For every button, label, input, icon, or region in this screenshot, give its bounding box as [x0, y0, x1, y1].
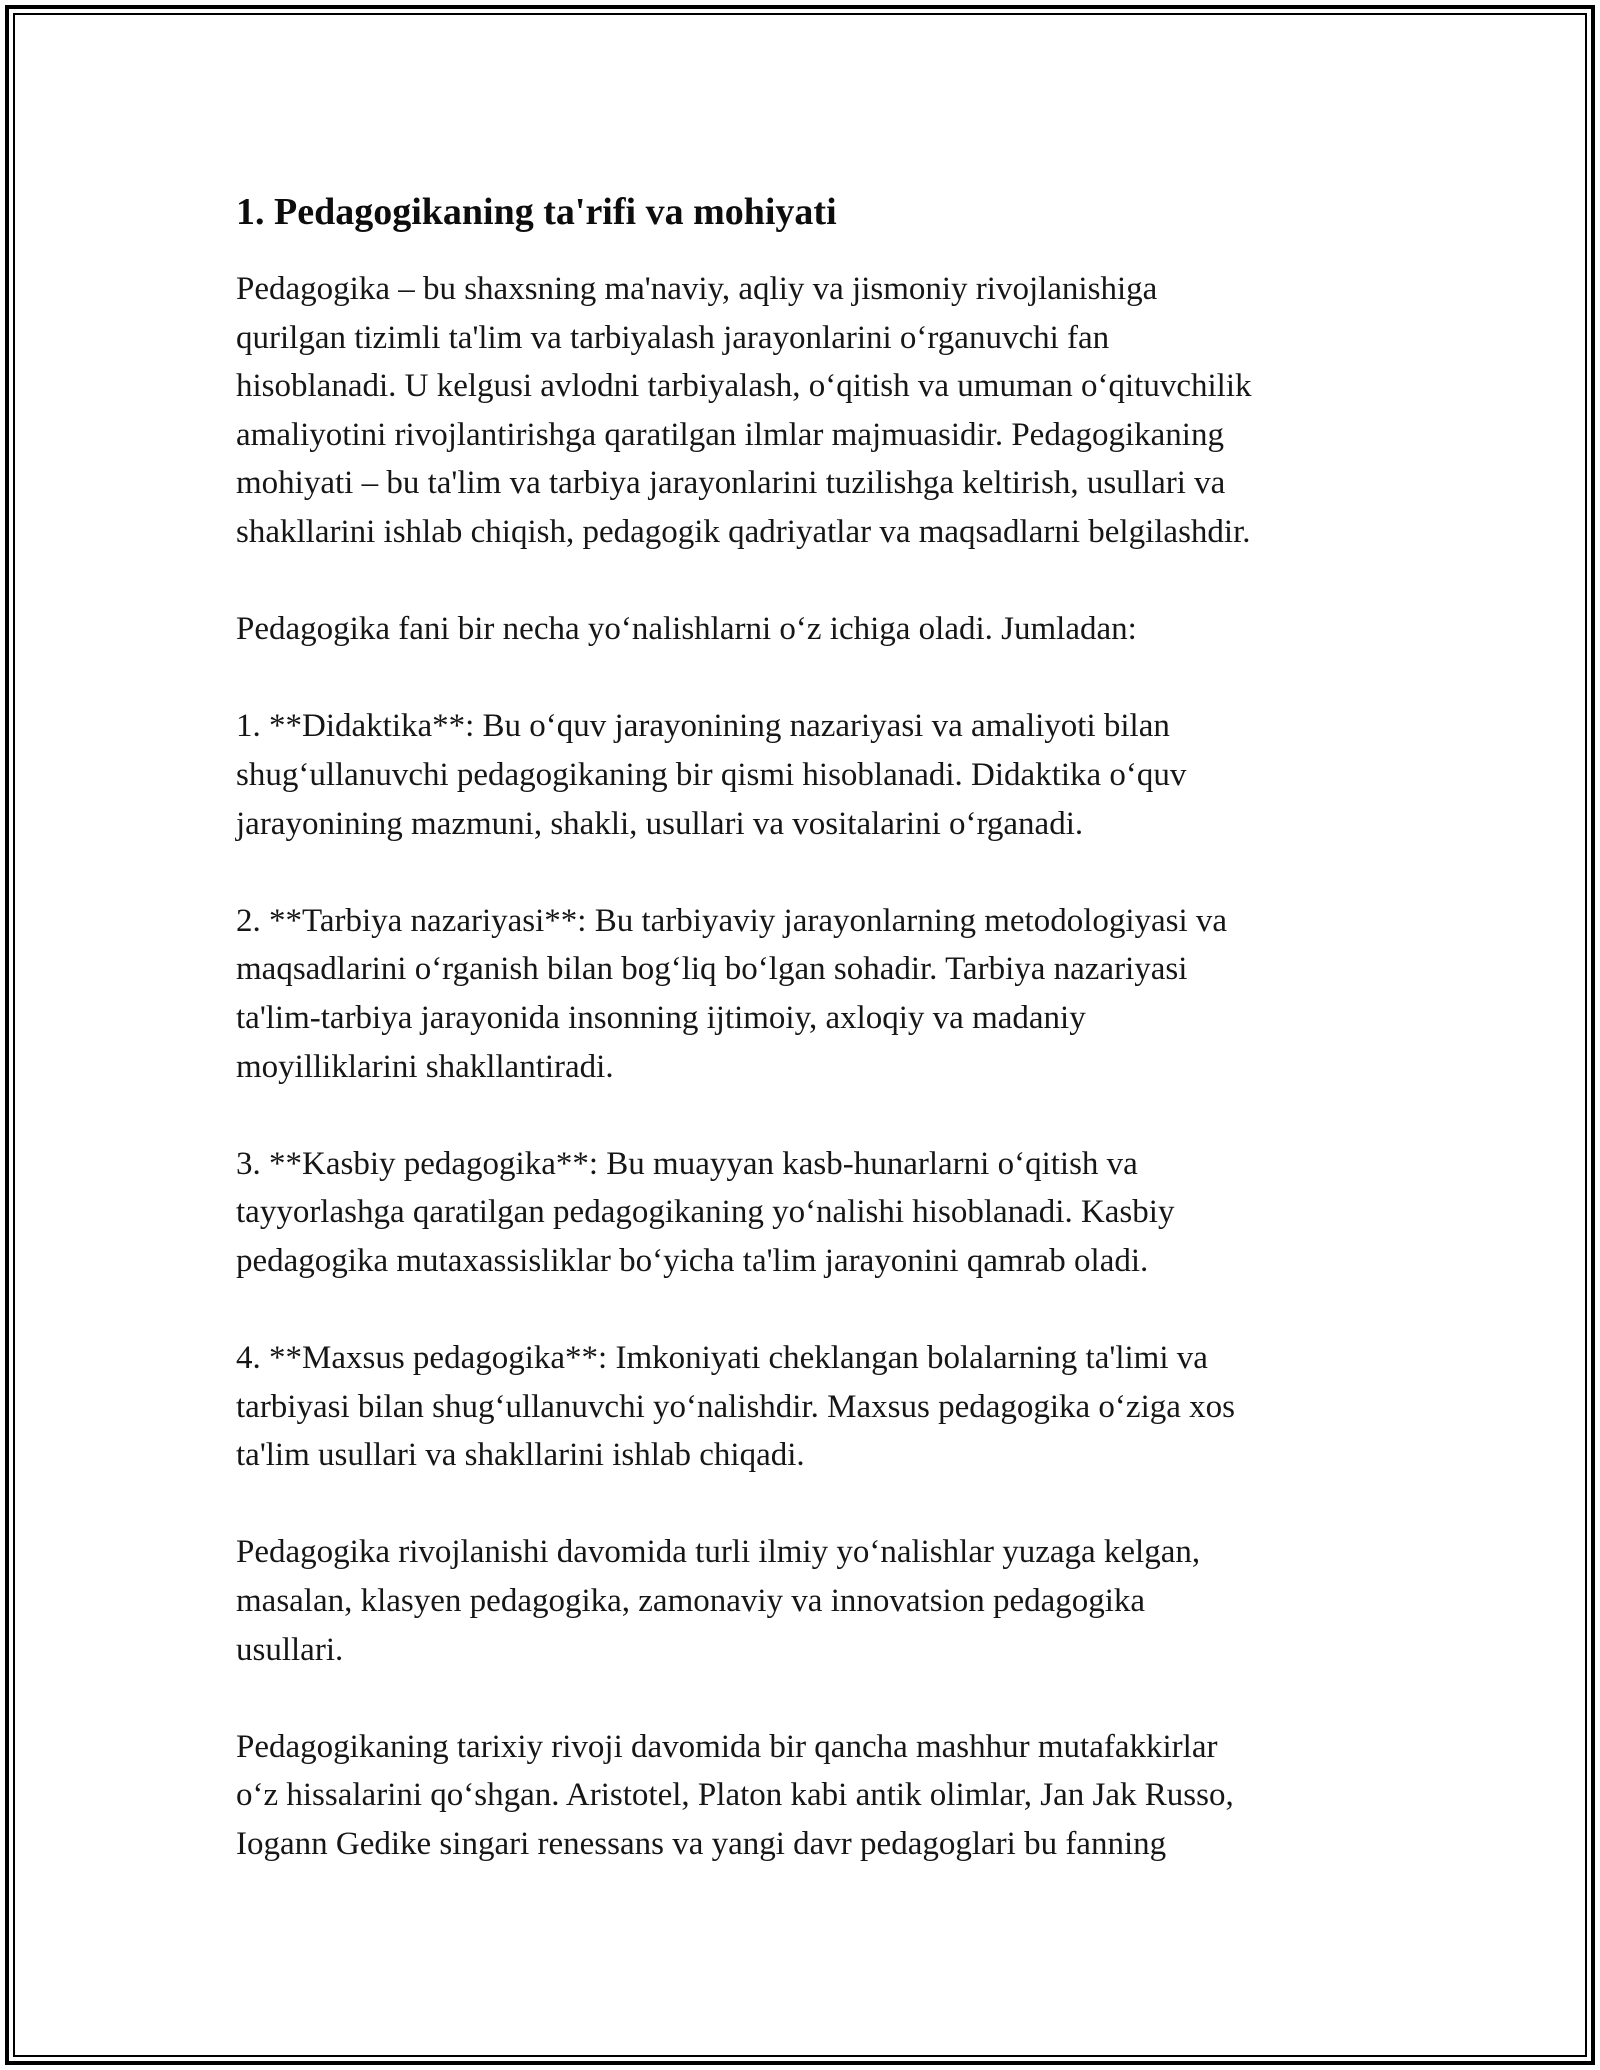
- paragraph-maxsus-pedagogika: 4. **Maxsus pedagogika**: Imkoniyati cheklangan bolalarning ta'limi va tarbiyasi bilan shug‘ullanuvchi yo‘nalishdir. Maxsus pedagogika o‘ziga xos ta'lim usullari va shakllarini ishlab chiqadi.: [236, 1340, 1235, 1474]
- paragraph-rivojlanish: Pedagogika rivojlanishi davomida turli ilmiy yo‘nalishlar yuzaga kelgan, masalan, klasyen pedagogika, zamonaviy va innovatsion pedagogika usullari.: [236, 1534, 1201, 1668]
- document-body: [236, 188, 1386, 1917]
- paragraph-didaktika: 1. **Didaktika**: Bu o‘quv jarayonining nazariyasi va amaliyoti bilan shug‘ullanuvchi pedagogikaning bir qismi hisoblanadi. Didaktika o‘quv jarayonining mazmuni, shakli, usullari va vositalarini o‘rganadi.: [236, 708, 1187, 842]
- paragraph-tarixiy-rivoj: Pedagogikaning tarixiy rivoji davomida bir qancha mashhur mutafakkirlar o‘z hissalarini qo‘shgan. Aristotel, Platon kabi antik olimlar, Jan Jak Russo, Iogann Gedike singari renessans va yangi davr pedagoglari bu fanning: [236, 1728, 1234, 1862]
- paragraph-tarbiya-nazariyasi: 2. **Tarbiya nazariyasi**: Bu tarbiyaviy jarayonlarning metodologiyasi va maqsadlarini o‘rganish bilan bog‘liq bo‘lgan sohadir. Tarbiya nazariyasi ta'lim-tarbiya jarayonida insonning ijtimoiy, axloqiy va madaniy moyilliklarini shakllantiradi.: [236, 902, 1228, 1085]
- paragraph-definition: Pedagogika – bu shaxsning ma'naviy, aqliy va jismoniy rivojlanishiga qurilgan tizimli ta'lim va tarbiyalash jarayonlarini o‘rganuvchi fan hisoblanadi. U kelgusi avlodni tarbiyalash, o‘qitish va umuman o‘qituvchilik amaliyotini rivojlantirishga qaratilgan ilmlar majmuasidir. Pedagogikaning mohiyati – bu ta'lim va tarbiya jarayonlarini tuzilishga keltirish, usullari va shakllarini ishlab chiqish, pedagogik qadriyatlar va maqsadlarni belgilashdir.: [236, 271, 1252, 550]
- document-title: 1. Pedagogikaning ta'rifi va mohiyati: [236, 191, 837, 233]
- paragraph-kasbiy-pedagogika: 3. **Kasbiy pedagogika**: Bu muayyan kasb-hunarlarni o‘qitish va tayyorlashga qaratilgan pedagogikaning yo‘nalishi hisoblanadi. Kasbiy pedagogika mutaxassisliklar bo‘yicha ta'lim jarayonini qamrab oladi.: [236, 1145, 1175, 1279]
- paragraph-directions-intro: Pedagogika fani bir necha yo‘nalishlarni o‘z ichiga oladi. Jumladan:: [236, 611, 1137, 648]
